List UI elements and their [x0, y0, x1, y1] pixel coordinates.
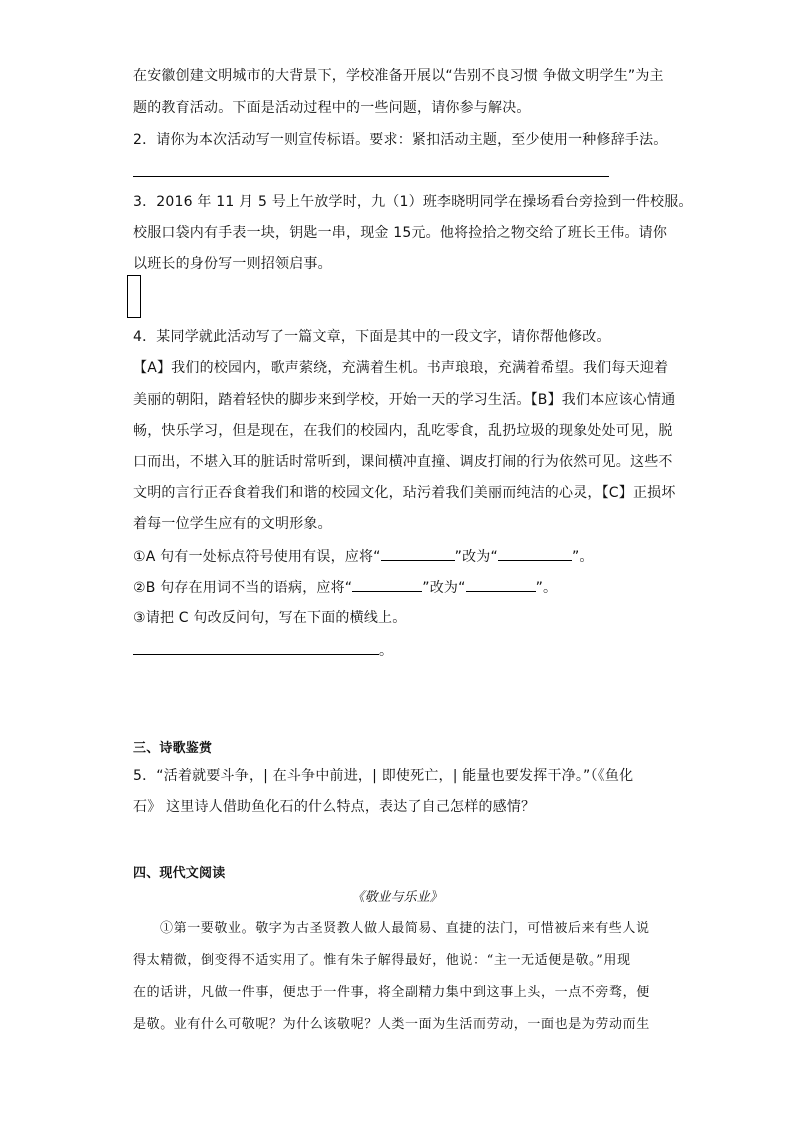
article-paragraph-line-3: 在的话讲，凡做一件事，便忠于一件事，将全副精力集中到这事上头，一点不旁骛，便 — [133, 985, 650, 1000]
intro-line-2: 题的教育活动。下面是活动过程中的一些问题，请你参与解决。 — [133, 100, 531, 116]
sub-question-3-end: 。 — [379, 643, 394, 659]
sub-question-3-answer — [133, 640, 393, 661]
sub-question-2-text-b: ”改为“ — [422, 580, 466, 596]
sub-question-2-text-a: ②B 句存在用词不当的语病，应将“ — [133, 580, 353, 596]
question-3-line-1: 3．2016 年 11 月 5 号上午放学时，九（1）班李晓明同学在操场看台旁捡到一件校服。 — [133, 194, 693, 210]
section-4-heading: 四、现代文阅读 — [133, 866, 226, 881]
passage-line-5: 文明的言行正吞食着我们和谐的校园文化，玷污着我们美丽而纯洁的心灵，【C】正损坏 — [133, 485, 676, 501]
passage-line-2: 美丽的朝阳，踏着轻快的脚步来到学校，开始一天的学习生活。【B】我们本应该心情通 — [133, 392, 676, 408]
answer-line-q2[interactable] — [133, 176, 609, 177]
sub-question-1-text-a: ①A 句有一处标点符号使用有误，应将“ — [133, 549, 381, 565]
blank-1b[interactable] — [498, 546, 572, 561]
sub-question-1-text-b: ”改为“ — [454, 549, 498, 565]
answer-box-q3[interactable] — [127, 275, 141, 318]
article-paragraph-line-2: 得太精微，倒变得不适实用了。惟有朱子解得最好，他说：“主一无适便是敬。”用现 — [133, 953, 631, 968]
question-3-line-3: 以班长的身份写一则招领启事。 — [133, 256, 332, 272]
sub-question-3: ③请把 C 句改反问句，写在下面的横线上。 — [133, 610, 407, 626]
sub-question-2-text-c: ”。 — [535, 580, 558, 596]
article-paragraph-line-4: 是敬。业有什么可敬呢？为什么该敬呢？人类一面为生活而劳动，一面也是为劳动而生 — [133, 1017, 650, 1032]
passage-line-4: 口而出，不堪入耳的脏话时常听到，课间横冲直撞、调皮打闹的行为依然可见。这些不 — [133, 454, 673, 470]
sub-question-1 — [133, 546, 594, 567]
passage-line-3: 畅，快乐学习，但是现在，在我们的校园内，乱吃零食，乱扔垃圾的现象处处可见，脱 — [133, 423, 673, 439]
intro-line-1: 在安徽创建文明城市的大背景下，学校准备开展以“告别不良习惯 争做文明学生”为主 — [133, 68, 664, 84]
passage-line-1: 【A】我们的校园内，歌声萦绕，充满着生机。书声琅琅，充满着希望。我们每天迎着 — [133, 360, 669, 376]
sub-question-2 — [133, 577, 557, 598]
blank-2a[interactable] — [352, 577, 422, 592]
sub-question-1-text-c: ”。 — [571, 549, 594, 565]
answer-line-sub3[interactable] — [133, 640, 379, 655]
article-paragraph-line-1: ①第一要敬业。敬字为古圣贤教人做人最简易、直捷的法门，可惜被后来有些人说 — [160, 921, 650, 936]
question-5-line-1: 5．“活着就要斗争，| 在斗争中前进，| 即使死亡，| 能量也要发挥干净。”（《鱼化 — [133, 768, 634, 784]
question-4: 4．某同学就此活动写了一篇文章，下面是其中的一段文字，请你帮他修改。 — [133, 329, 611, 345]
question-5-line-2: 石》 这里诗人借助鱼化石的什么特点，表达了自己怎样的感情？ — [133, 799, 536, 815]
article-title: 《敬业与乐业》 — [351, 890, 443, 905]
question-3-line-2: 校服口袋内有手表一块，钥匙一串，现金 15元。他将捡拾之物交给了班长王伟。请你 — [133, 225, 668, 241]
blank-2b[interactable] — [466, 577, 536, 592]
section-3-heading: 三、诗歌鉴赏 — [133, 741, 213, 756]
blank-1a[interactable] — [381, 546, 455, 561]
passage-line-6: 着每一位学生应有的文明形象。 — [133, 516, 332, 532]
question-2: 2．请你为本次活动写一则宣传标语。要求：紧扣活动主题，至少使用一种修辞手法。 — [133, 132, 668, 148]
